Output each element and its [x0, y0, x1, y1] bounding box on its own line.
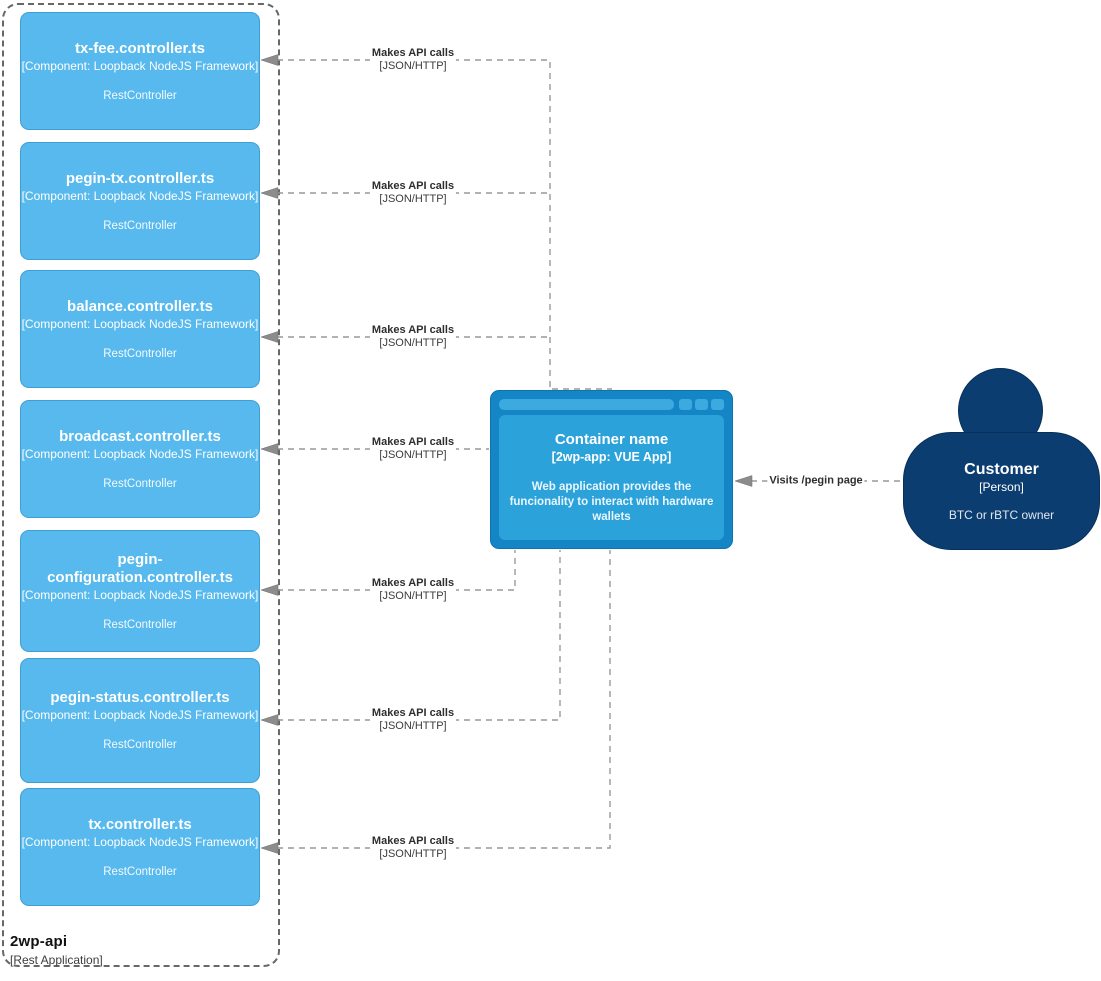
component-technology: RestController	[103, 618, 177, 631]
component-technology: RestController	[103, 477, 177, 490]
component-title: pegin-status.controller.ts	[50, 689, 230, 706]
component-title: balance.controller.ts	[67, 297, 213, 315]
browser-window-button-icon	[695, 399, 708, 410]
edge-label-makes-api-calls: Makes API calls [JSON/HTTP]	[371, 47, 455, 72]
component-technology: RestController	[103, 219, 177, 232]
component-meta: [Component: Loopback NodeJS Framework]	[21, 834, 259, 849]
edge-label-makes-api-calls: Makes API calls [JSON/HTTP]	[371, 324, 455, 349]
arrowhead-icon	[735, 476, 752, 487]
person-type: [Person]	[979, 480, 1024, 494]
edge-container-to-pegin-status	[277, 550, 560, 720]
container-box-2wp-app[interactable]	[490, 390, 733, 549]
browser-address-bar-icon	[499, 399, 674, 410]
edge-label-makes-api-calls: Makes API calls [JSON/HTTP]	[371, 835, 455, 860]
component-title: pegin-tx.controller.ts	[65, 169, 215, 187]
component-title: tx-fee.controller.ts	[74, 39, 206, 57]
component-box-pegin-tx-controller[interactable]	[20, 142, 260, 260]
container-title: Container name	[554, 430, 669, 448]
component-box-pegin-status-controller[interactable]	[20, 658, 260, 783]
component-meta: [Component: Loopback NodeJS Framework]	[21, 58, 259, 73]
person-description: BTC or rBTC owner	[948, 508, 1055, 522]
component-meta: [Component: Loopback NodeJS Framework]	[21, 587, 259, 602]
component-meta: [Component: Loopback NodeJS Framework]	[21, 188, 259, 203]
component-box-tx-fee-controller[interactable]	[20, 12, 260, 130]
browser-window-button-icon	[711, 399, 724, 410]
container-description: Web application provides the funcionality to interact with hardware wallets	[509, 480, 714, 523]
container-content	[499, 415, 724, 540]
component-technology: RestController	[103, 865, 177, 878]
boundary-type: [Rest Application]	[10, 953, 103, 967]
component-meta: [Component: Loopback NodeJS Framework]	[21, 316, 259, 331]
component-box-tx-controller[interactable]	[20, 788, 260, 906]
component-technology: RestController	[103, 347, 177, 360]
component-title: tx.controller.ts	[88, 815, 192, 833]
edge-label-makes-api-calls: Makes API calls [JSON/HTTP]	[371, 707, 455, 732]
component-meta: [Component: Loopback NodeJS Framework]	[21, 708, 259, 722]
edge-label-visits-pegin-page: Visits /pegin page	[769, 474, 863, 487]
component-box-pegin-configuration-controller[interactable]	[20, 530, 260, 652]
edge-label-makes-api-calls: Makes API calls [JSON/HTTP]	[371, 577, 455, 602]
browser-window-button-icon	[679, 399, 692, 410]
edge-label-makes-api-calls: Makes API calls [JSON/HTTP]	[371, 436, 455, 461]
component-box-balance-controller[interactable]	[20, 270, 260, 388]
person-name: Customer	[964, 461, 1039, 478]
component-technology: RestController	[103, 89, 177, 102]
component-meta: [Component: Loopback NodeJS Framework]	[21, 446, 259, 461]
component-title: broadcast.controller.ts	[59, 427, 221, 445]
boundary-name: 2wp-api	[10, 933, 68, 950]
person-box-customer[interactable]	[903, 432, 1100, 550]
component-box-broadcast-controller[interactable]	[20, 400, 260, 518]
edge-label-makes-api-calls: Makes API calls [JSON/HTTP]	[371, 180, 455, 205]
container-subtitle: [2wp-app: VUE App]	[551, 449, 672, 464]
component-title: pegin-configuration.controller.ts	[47, 550, 233, 586]
component-technology: RestController	[103, 739, 177, 751]
